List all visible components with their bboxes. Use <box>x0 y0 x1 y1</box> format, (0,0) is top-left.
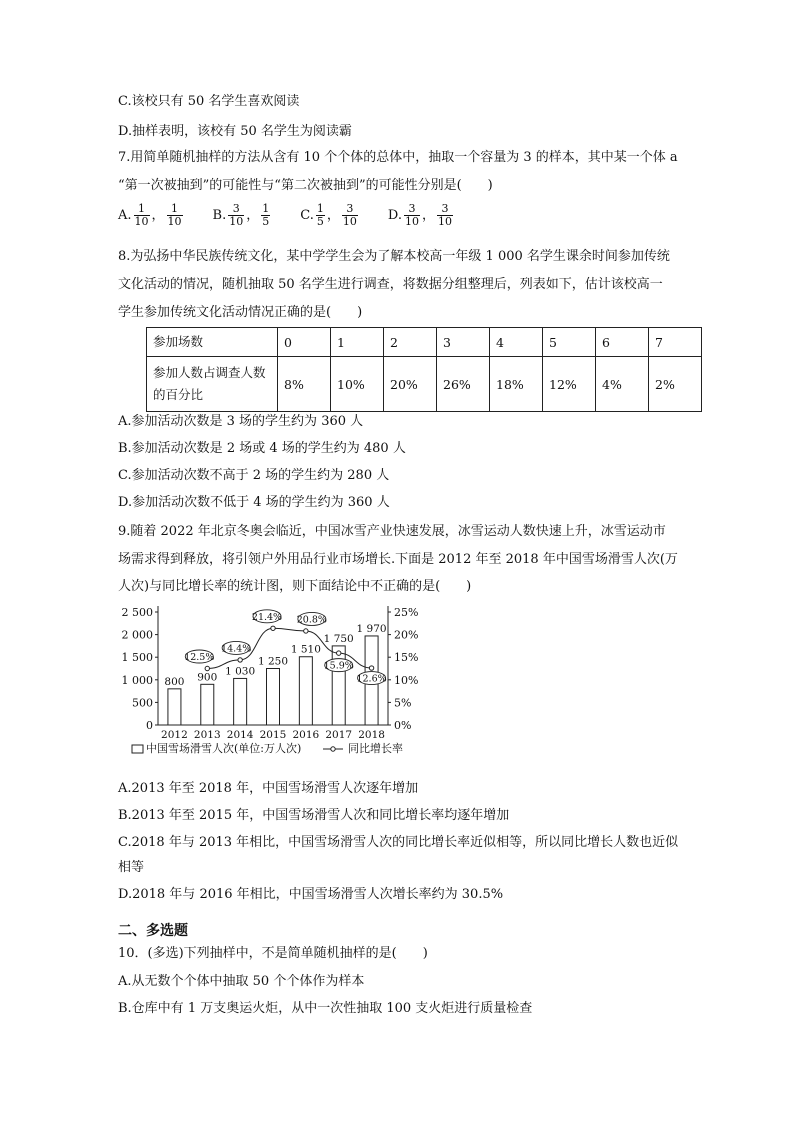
y-right-tick-label: 20% <box>394 628 419 642</box>
fraction <box>316 203 325 228</box>
option-d-prev: D.抽样表明，该校有 50 名学生为阅读霸 <box>118 124 352 139</box>
table-cell: 8% <box>278 357 331 412</box>
legend-line-label: 同比增长率 <box>348 742 403 755</box>
q9-line2: 场需求得到释放，将引领户外用品行业市场增长.下面是 2012 年至 2018 年中国雪场滑雪人次(万 <box>118 552 678 567</box>
table-cell: 1 <box>331 328 384 357</box>
rate-label: 21.4% <box>251 611 283 623</box>
q8-option-a: A.参加活动次数是 3 场的学生约为 360 人 <box>118 414 364 429</box>
fraction-denominator: 5 <box>316 215 324 228</box>
q7-option <box>388 203 455 228</box>
bar <box>234 678 247 725</box>
legend-line-marker <box>331 747 335 751</box>
fraction-denominator: 10 <box>229 215 244 228</box>
table-header-counts: 参加场数 <box>147 328 278 357</box>
table-cell: 2 <box>384 328 437 357</box>
fraction-denominator: 10 <box>167 215 182 228</box>
q9-option-c-line1: C.2018 年与 2013 年相比，中国雪场滑雪人次的同比增长率近似相等，所以同比增长人数也近似 <box>118 835 679 850</box>
table-cell: 4 <box>490 328 543 357</box>
fraction <box>404 203 420 228</box>
q9-line3: 人次)与同比增长率的统计图，则下面结论中不正确的是( ) <box>118 579 472 594</box>
legend-bar-swatch <box>132 745 143 753</box>
q9-option-d: D.2018 年与 2016 年相比，中国雪场滑雪人次增长率约为 30.5% <box>118 887 504 902</box>
fraction-denominator: 10 <box>438 215 452 228</box>
q7-option-label: A. <box>118 208 132 223</box>
table-cell: 2% <box>649 357 702 412</box>
q10-line1: 10．(多选)下列抽样中，不是简单随机抽样的是( ) <box>118 946 428 961</box>
fraction <box>342 203 358 228</box>
bar <box>267 669 280 726</box>
x-tick-label: 2016 <box>292 729 320 741</box>
fraction <box>437 203 453 228</box>
section-title: 二、多选题 <box>118 923 188 939</box>
option-c-prev: C.该校只有 50 名学生喜欢阅读 <box>118 94 300 109</box>
growth-point <box>304 629 308 633</box>
x-tick-label: 2012 <box>161 729 188 741</box>
growth-point <box>205 666 209 670</box>
x-tick-label: 2017 <box>325 729 353 741</box>
table-row-percents <box>147 357 702 412</box>
table-cell: 26% <box>437 357 490 412</box>
rate-label: 20.8% <box>296 614 327 626</box>
q10-option-a: A.从无数个个体中抽取 50 个个体作为样本 <box>118 974 365 989</box>
growth-point <box>271 626 275 630</box>
x-tick-label: 2015 <box>259 729 287 741</box>
growth-point <box>238 658 242 662</box>
bar-value-label: 1 250 <box>257 655 289 668</box>
q7-line2: “第一次被抽到”的可能性与“第二次被抽到”的可能性分别是( ) <box>118 178 493 193</box>
rate-label: 15.9% <box>323 660 354 672</box>
y-right-tick-label: 5% <box>394 696 412 710</box>
q8-option-d: D.参加活动次数不低于 4 场的学生约为 360 人 <box>118 495 390 510</box>
q9-option-b: B.2013 年至 2015 年，中国雪场滑雪人次和同比增长率均逐年增加 <box>118 808 510 823</box>
bar <box>332 646 345 725</box>
activity-table <box>146 327 702 412</box>
q10-option-b: B.仓库中有 1 万支奥运火炬，从中一次性抽取 100 支火炬进行质量检查 <box>118 1001 533 1016</box>
q9-line1: 9.随着 2022 年北京冬奥会临近，中国冰雪产业快速发展，冰雪运动人数快速上升，冰雪运动市 <box>118 524 666 539</box>
bar-value-label: 1 970 <box>356 622 387 635</box>
fraction-denominator: 10 <box>342 215 357 228</box>
fraction <box>261 203 270 228</box>
bar-value-label: 1 750 <box>323 632 354 645</box>
table-cell: 20% <box>384 357 437 412</box>
ski-chart <box>118 600 448 762</box>
fraction-numerator: 1 <box>316 202 324 215</box>
q7-option <box>118 203 185 228</box>
q8-line1: 8.为弘扬中华民族传统文化，某中学学生会为了解本校高一年级 1 000 名学生课余时间参加传统 <box>118 249 670 264</box>
y-left-tick-label: 1 500 <box>121 651 153 665</box>
legend-bar-label: 中国雪场滑雪人次(单位:万人次) <box>146 742 302 755</box>
separator: ， <box>151 208 165 223</box>
table-cell: 12% <box>543 357 596 412</box>
y-left-tick-label: 2 500 <box>121 606 153 619</box>
bar <box>299 657 312 725</box>
table-cell: 7 <box>649 328 702 357</box>
table-cell: 10% <box>331 357 384 412</box>
q8-line2: 文化活动的情况，随机抽取 50 名学生进行调查，将数据分组整理后，列表如下，估计该校高一 <box>118 277 663 292</box>
rate-label: 12.5% <box>184 652 215 663</box>
separator: ， <box>326 208 340 223</box>
table-header-percent: 参加人数占调查人数的百分比 <box>147 357 278 412</box>
x-tick-label: 2013 <box>193 729 221 741</box>
y-left-tick-label: 2 000 <box>121 628 153 642</box>
table-row-counts <box>147 328 702 357</box>
x-tick-label: 2014 <box>226 729 254 741</box>
y-left-tick-label: 0 <box>146 719 153 732</box>
growth-point <box>337 651 341 655</box>
y-right-tick-label: 25% <box>394 606 419 619</box>
fraction <box>228 203 244 228</box>
fraction-numerator: 3 <box>404 203 420 216</box>
rate-label: 14.4% <box>221 643 252 655</box>
y-left-tick-label: 1 000 <box>121 673 153 687</box>
bar-value-label: 1 510 <box>290 643 321 656</box>
bar-value-label: 900 <box>197 671 218 684</box>
fraction <box>134 203 150 228</box>
q7-option <box>300 203 360 228</box>
q7-options <box>118 203 483 228</box>
x-tick-label: 2018 <box>358 729 385 741</box>
growth-point <box>369 666 373 670</box>
fraction-denominator: 10 <box>134 215 149 228</box>
q7-option-label: D. <box>387 208 402 223</box>
fraction <box>167 203 183 228</box>
q8-line3: 学生参加传统文化活动情况正确的是( ) <box>118 305 363 320</box>
separator: ， <box>246 208 260 223</box>
fraction-numerator: 3 <box>342 203 358 216</box>
q8-option-c: C.参加活动次数不高于 2 场的学生约为 280 人 <box>118 468 390 483</box>
fraction-numerator: 1 <box>134 203 150 216</box>
q9-option-a: A.2013 年至 2018 年，中国雪场滑雪人次逐年增加 <box>118 781 419 796</box>
table-cell: 3 <box>437 328 490 357</box>
y-right-tick-label: 15% <box>394 651 419 665</box>
table-cell: 0 <box>278 328 331 357</box>
table-cell: 6 <box>596 328 649 357</box>
q7-option-label: C. <box>300 208 314 223</box>
table-cell: 5 <box>543 328 596 357</box>
y-right-tick-label: 10% <box>394 673 419 687</box>
separator: ， <box>421 208 435 223</box>
bar-value-label: 1 030 <box>225 665 256 678</box>
fraction-numerator: 1 <box>262 202 270 215</box>
fraction-denominator: 5 <box>262 215 270 228</box>
table-cell: 4% <box>596 357 649 412</box>
y-left-tick-label: 500 <box>132 696 153 710</box>
fraction-numerator: 1 <box>167 203 183 216</box>
q9-option-c-line2: 相等 <box>118 860 145 875</box>
bar-value-label: 800 <box>164 675 185 688</box>
q7-line1: 7.用简单随机抽样的方法从含有 10 个个体的总体中，抽取一个容量为 3 的样本，其中某一个体 a <box>118 150 678 165</box>
bar <box>201 684 214 725</box>
fraction-numerator: 3 <box>228 203 244 216</box>
q8-option-b: B.参加活动次数是 2 场或 4 场的学生约为 480 人 <box>118 441 406 456</box>
bar <box>168 689 181 725</box>
fraction-numerator: 3 <box>437 203 453 216</box>
q7-option <box>213 203 273 228</box>
y-right-tick-label: 0% <box>394 719 412 732</box>
fraction-denominator: 10 <box>404 215 419 228</box>
q7-option-label: B. <box>212 208 227 223</box>
table-cell: 18% <box>490 357 543 412</box>
rate-label: 12.6% <box>356 673 387 685</box>
